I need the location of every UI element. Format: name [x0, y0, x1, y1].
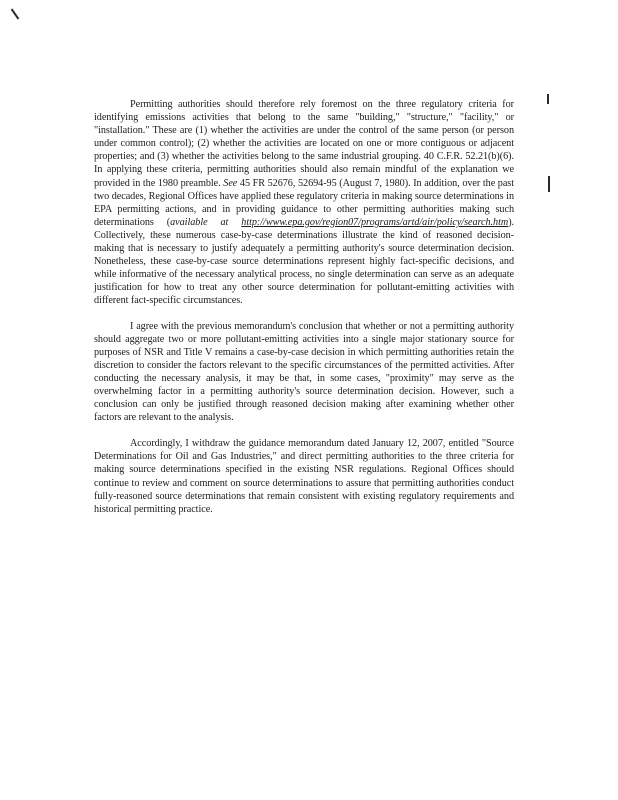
paragraph1-text-c: ). Collectively, these numerous case-by-case determinations illustrate the kind of reasoned decision-making that is necessary to justify adequately a permitting authority's source determination decision. Nonetheless, these case-by-case source determinations represent highly fact-specific decisions, and while informative of the necessary analytical process, no single determination can serve as an adequate justification for how to treat any other source determination for pollutant-emitting activities with different fact-specific circumstances. [94, 216, 515, 307]
margin-change-bar [548, 176, 550, 192]
paragraph1-text-b: 45 FR 52676, 52694-95 (August 7, 1980). In addition, over the past two decades, Regional Offices have applied these regulatory criteria in making source determinations in EPA permitting actions, and in providing guidance to other permitting authorities making such determinations ( [94, 177, 515, 228]
paragraph1-text-a: Permitting authorities should therefore rely foremost on the three regulatory criteria for identifying emissions activities that belong to the same "building," "structure," "facility," or "installation." These are (1) whether the activities are under the control of the same person (or person under common control); (2) whether the activities are located on one or more contiguous or adjacent properties; and (3) whether the activities belong to the same industrial grouping. 40 C.F.R. 52.21(b)(6). In applying these criteria, permitting authorities should also remain mindful of the explanation we provided in the 1980 preamble. [94, 99, 514, 189]
policy-search-link[interactable]: http://www.epa.gov/region07/programs/artd/air/policy/search.htm [241, 216, 509, 228]
paragraph-withdrawal: Accordingly, I withdraw the guidance memorandum dated January 12, 2007, entitled "Source Determinations for Oil and Gas Industries," and direct permitting authorities to the three criteria for making source determinations specified in the existing NSR regulations. Regional Offices should continue to review and comment on source determinations to assure that permitting authorities conduct fully-reasoned source determinations that remain consistent with existing regulatory requirements and historical permitting practice. [94, 438, 514, 515]
memo-body [94, 98, 514, 529]
scan-artifact-mark [11, 9, 20, 20]
available-at-label: available at [170, 216, 229, 228]
paragraph-case-by-case: I agree with the previous memorandum's conclusion that whether or not a permitting authority should aggregate two or more pollutant-emitting activities into a single major stationary source for purposes of NSR and Title V remains a case-by-case decision in which permitting authorities retain the discretion to consider the factors relevant to the specific circumstances of the permitted activities. After conducting the necessary analysis, it may be that, in some cases, "proximity" may serve as the overwhelming factor in a permitting authority's source determination decision. However, such a conclusion can only be justified through reasoned decision making after examining whether other factors are relevant to the analysis. [94, 320, 514, 424]
margin-change-bar [547, 94, 549, 104]
paragraph-source-criteria [94, 98, 514, 308]
citation-see: See [223, 177, 238, 189]
